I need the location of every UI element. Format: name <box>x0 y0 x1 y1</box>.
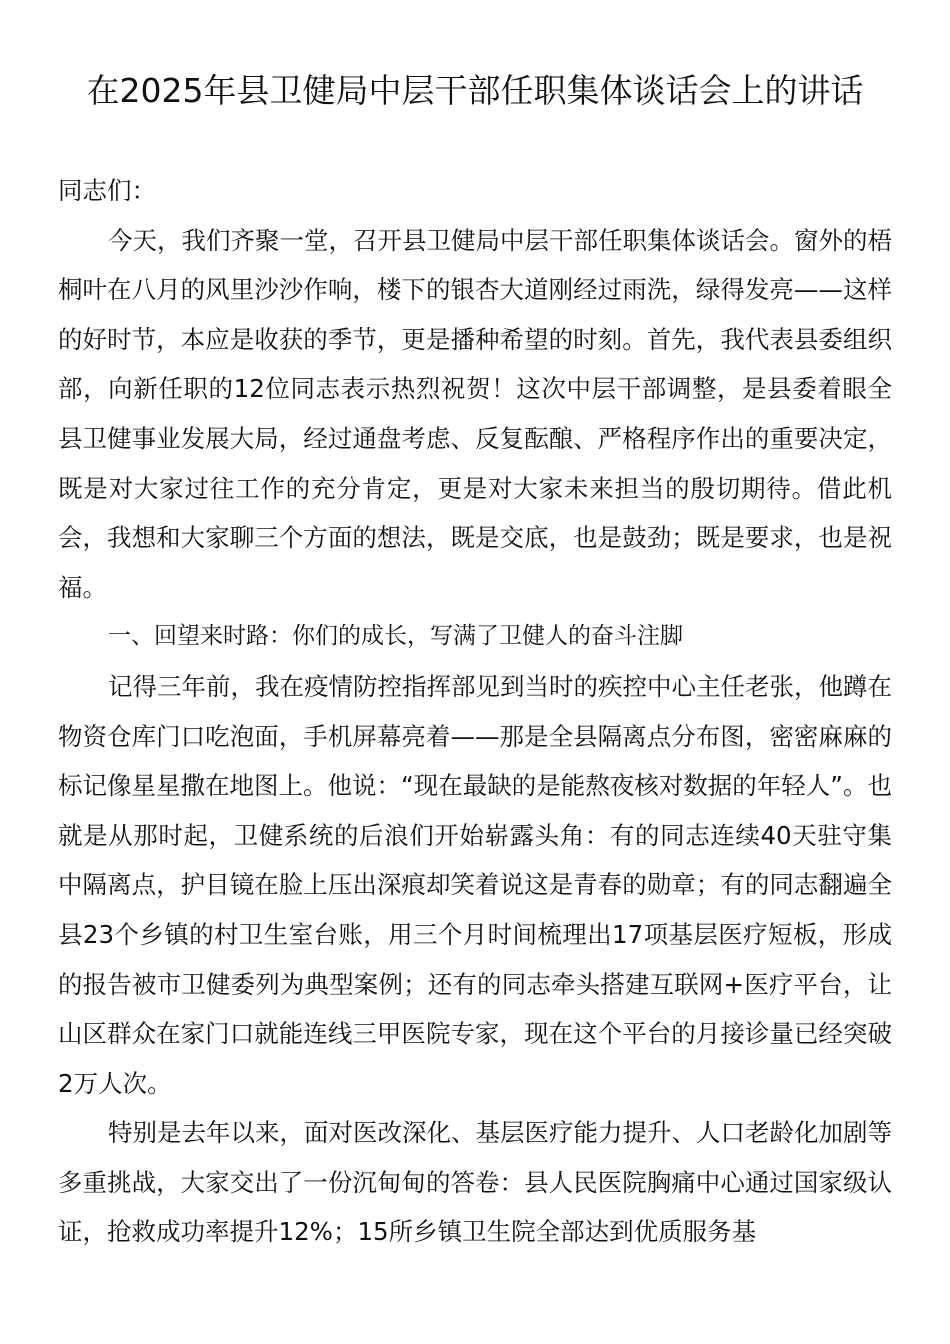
salutation: 同志们： <box>58 176 156 205</box>
paragraph-memory: 记得三年前，我在疫情防控指挥部见到当时的疾控中心主任老张，他蹲在物资仓库门口吃泡面，手机屏幕亮着——那是全县隔离点分布图，密密麻麻的标记像星星撒在地图上。他说：“现在最缺的是能熬夜核对数据的年轻人”。也就是从那时起，卫健系统的后浪们开始崭露头角：有的同志连续40天驻守集中隔离点，护目镜在脸上压出深痕却笑着说这是青春的勋章；有的同志翻遍全县23个乡镇的村卫生室台账，用三个月时间梳理出17项基层医疗短板，形成的报告被市卫健委列为典型案例；还有的同志牵头搭建互联网+医疗平台，让山区群众在家门口就能连线三甲医院专家，现在这个平台的月接诊量已经突破2万人次。 <box>58 671 892 1098</box>
document-title: 在2025年县卫健局中层干部任职集体谈话会上的讲话 <box>86 71 864 110</box>
document-body <box>58 166 892 1257</box>
paragraph-opening: 今天，我们齐聚一堂，召开县卫健局中层干部任职集体谈话会。窗外的梧桐叶在八月的风里沙沙作响，楼下的银杏大道刚经过雨洗，绿得发亮——这样的好时节，本应是收获的季节，更是播种希望的时刻。首先，我代表县委组织部，向新任职的12位同志表示热烈祝贺！这次中层干部调整，是县委着眼全县卫健事业发展大局，经过通盘考虑、反复酝酿、严格程序作出的重要决定，既是对大家过往工作的充分肯定，更是对大家未来担当的殷切期待。借此机会，我想和大家聊三个方面的想法，既是交底，也是鼓劲；既是要求，也是祝福。 <box>58 225 892 602</box>
section-heading-1: 一、回望来时路：你们的成长，写满了卫健人的奋斗注脚 <box>108 623 683 650</box>
paragraph-achievements: 特别是去年以来，面对医改深化、基层医疗能力提升、人口老龄化加剧等多重挑战，大家交出了一份沉甸甸的答卷：县人民医院胸痛中心通过国家级认证，抢救成功率提升12%；15所乡镇卫生院全部达到优质服务基 <box>58 1118 892 1247</box>
